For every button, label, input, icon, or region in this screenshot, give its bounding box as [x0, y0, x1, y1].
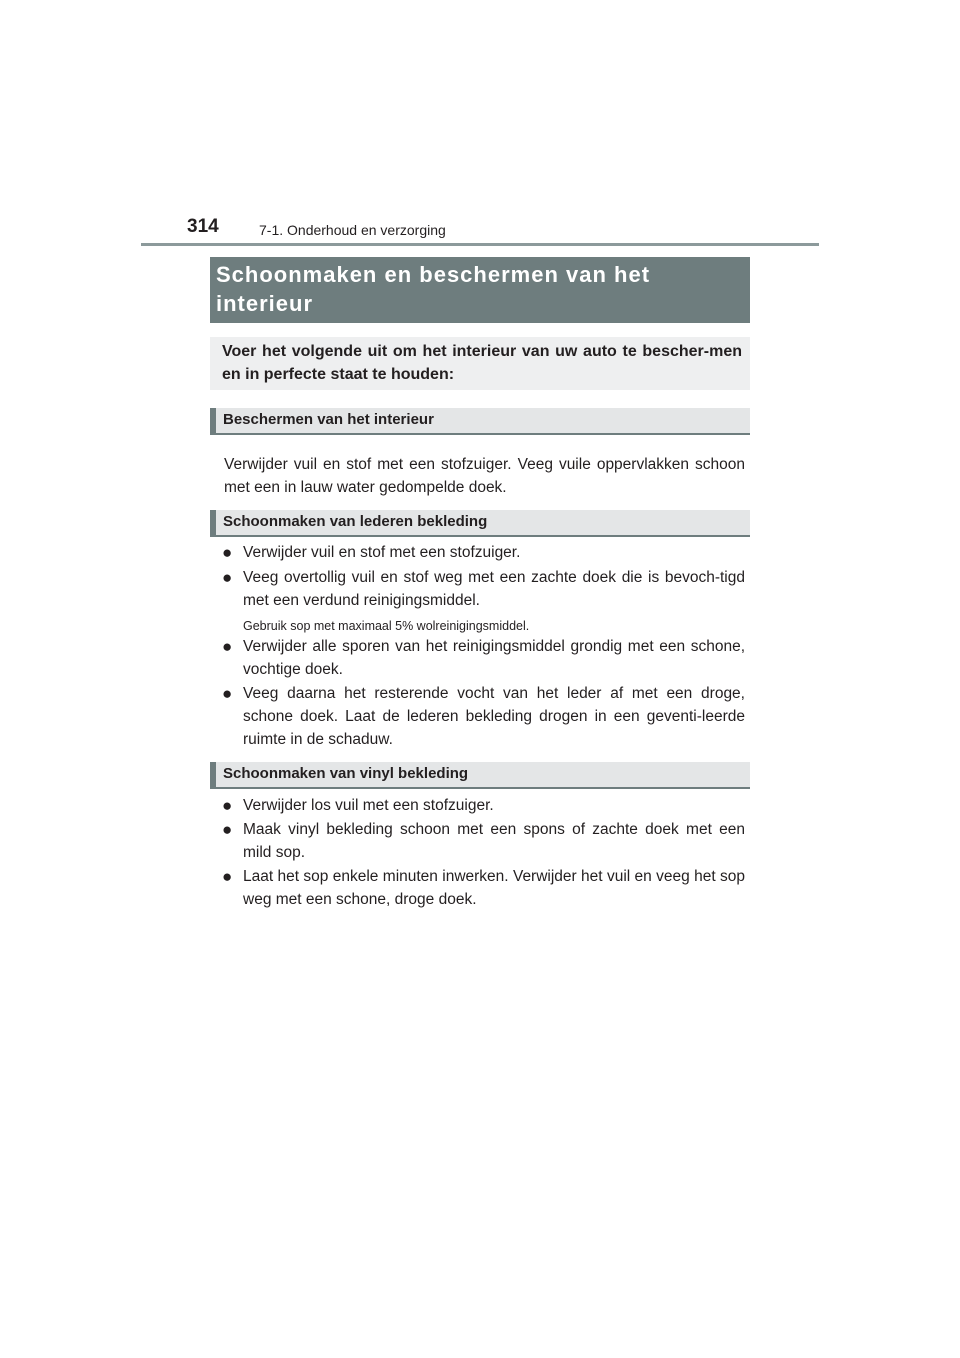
section-paragraph-protect: Verwijder vuil en stof met een stofzuiger. Veeg vuile oppervlakken schoon met een in lauw water gedompelde doek.	[224, 456, 745, 496]
list-item	[222, 865, 745, 911]
list-item-text: Veeg overtollig vuil en stof weg met een zachte doek die is bevoch-tigd met een verdund reinigingsmiddel.	[243, 569, 745, 609]
section-reference: 7-1. Onderhoud en verzorging	[259, 222, 446, 238]
list-item	[222, 541, 745, 564]
list-item-text: Maak vinyl bekleding schoon met een spons of zachte doek met een mild sop.	[243, 821, 745, 861]
bullet-icon: ●	[222, 820, 233, 839]
bullet-icon: ●	[222, 684, 233, 703]
bullet-icon: ●	[222, 543, 233, 562]
bullet-icon: ●	[222, 796, 233, 815]
header-rule	[141, 243, 819, 246]
bullet-icon: ●	[222, 867, 233, 886]
list-item-text: Verwijder los vuil met een stofzuiger.	[243, 797, 494, 814]
page-number: 314	[187, 216, 219, 237]
list-item	[222, 635, 745, 681]
list-item-text: Verwijder alle sporen van het reinigingsmiddel grondig met een schone, vochtige doek.	[243, 638, 745, 678]
list-item	[222, 682, 745, 751]
section-heading-vinyl: Schoonmaken van vinyl bekleding	[210, 762, 750, 789]
list-item	[222, 794, 745, 817]
note-text: Gebruik sop met maximaal 5% wolreinigingsmiddel.	[243, 619, 530, 633]
list-item-text: Verwijder vuil en stof met een stofzuiger.	[243, 544, 521, 561]
section-heading-protect: Beschermen van het interieur	[210, 408, 750, 435]
list-item-text: Veeg daarna het resterende vocht van het leder af met een droge, schone doek. Laat de lederen bekleding drogen in een geventi-leerde ruimte in de schaduw.	[243, 685, 745, 748]
list-item	[222, 566, 745, 612]
bullet-icon: ●	[222, 568, 233, 587]
bullet-icon: ●	[222, 637, 233, 656]
list-item-text: Laat het sop enkele minuten inwerken. Verwijder het vuil en veeg het sop weg met een schone, droge doek.	[243, 868, 745, 908]
page-title: Schoonmaken en beschermen van het interieur	[210, 257, 750, 323]
section-heading-leather: Schoonmaken van lederen bekleding	[210, 510, 750, 537]
intro-box: Voer het volgende uit om het interieur van uw auto te bescher-men en in perfecte staat te houden:	[210, 337, 750, 390]
list-item	[222, 818, 745, 864]
